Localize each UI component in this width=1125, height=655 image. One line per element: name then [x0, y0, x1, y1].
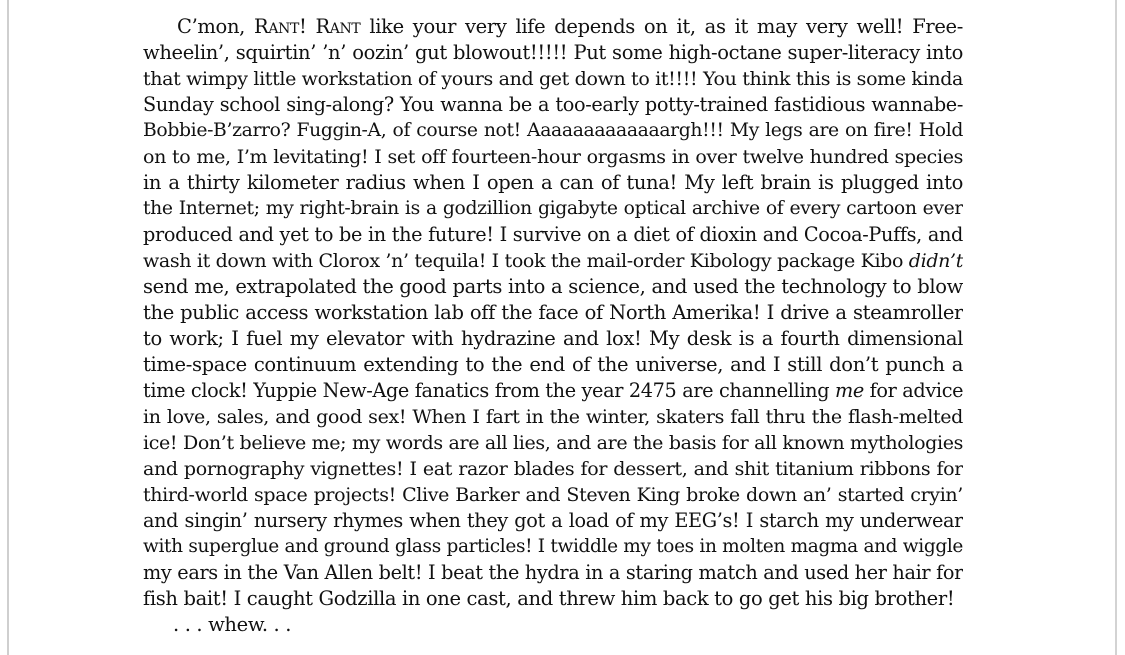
text-line-15 — [143, 378, 963, 404]
text-line-20: and singin’ nursery rhymes when they got a load of my EEG’s! I starch my underwear — [143, 509, 963, 532]
text-line-8: the Internet; my right-brain is a godzillion gigabyte optical archive of every cartoon ever — [143, 198, 963, 219]
text-line-15-pre: time clock! Yuppie New-Age fanatics from the year 2475 are channelling — [143, 379, 835, 402]
text-line-23: fish bait! I caught Godzilla in one cast, and threw him back to go get his big brother! — [143, 587, 955, 610]
text-line-1-pre: C’mon, — [177, 15, 254, 38]
text-line-18: and pornography vignettes! I eat razor blades for dessert, and shit titanium ribbons for — [143, 458, 963, 480]
text-line-12: the public access workstation lab off the face of North Amerika! I drive a steamroller — [143, 301, 963, 324]
text-line-16: in love, sales, and good sex! When I fart in the winter, skaters fall thru the flash-melted — [143, 406, 963, 428]
text-line-1-mid: ! — [298, 15, 316, 38]
text-line-11: send me, extrapolated the good parts into a science, and used the technology to blow — [143, 275, 963, 298]
text-line-4: Sunday school sing-along? You wanna be a too-early potty-trained fastidious wannabe- — [143, 93, 963, 116]
text-line-14: time-space continuum extending to the end of the universe, and I still don’t punch a — [143, 353, 963, 376]
page-left-border — [7, 0, 9, 655]
text-line-9: produced and yet to be in the future! I survive on a diet of dioxin and Cocoa-Puffs, and — [143, 223, 963, 246]
closing-line: . . . whew. . . — [173, 613, 292, 636]
text-line-2: wheelin’, squirtin’ ’n’ oozin’ gut blowout!!!!! Put some high-octane super-literacy into — [143, 41, 963, 64]
emphasis-didnt: didn’t — [908, 250, 963, 272]
text-line-10-pre: wash it down with Clorox ’n’ tequila! I took the mail-order Kibology package Kibo — [143, 250, 909, 272]
text-line-13: to work; I fuel my elevator with hydrazine and lox! My desk is a fourth dimensional — [143, 327, 963, 350]
text-line-21: with superglue and ground glass particles! I twiddle my toes in molten magma and wiggle — [143, 536, 963, 557]
text-line-19: third-world space projects! Clive Barker and Steven King broke down an’ started cryin’ — [143, 484, 963, 506]
text-line-17: ice! Don’t believe me; my words are all lies, and are the basis for all known mythologies — [143, 432, 963, 454]
text-line-3: that wimpy little workstation of yours and get down to it!!!! You think this is some kinda — [143, 68, 963, 90]
rant-small-caps-2: Rant — [315, 15, 361, 38]
text-line-5: Bobbie-B’zarro? Fuggin-A, of course not! Aaaaaaaaaaaaargh!!! My legs are on fire! Hold — [143, 120, 963, 141]
text-line-10 — [143, 248, 963, 274]
emphasis-me: me — [834, 379, 864, 402]
document-page — [143, 14, 963, 638]
text-line-1-post: like your very life depends on it, as it may very well! Free- — [360, 15, 963, 38]
rant-paragraph — [143, 14, 963, 612]
rant-small-caps-1: Rant — [253, 15, 299, 38]
text-line-7: in a thirty kilometer radius when I open a can of tuna! My left brain is plugged into — [143, 171, 963, 194]
page-right-border — [1115, 0, 1117, 655]
text-line-6: on to me, I’m levitating! I set off fourteen-hour orgasms in over twelve hundred species — [143, 146, 963, 168]
text-line-22: my ears in the Van Allen belt! I beat the hydra in a staring match and used her hair for — [143, 561, 963, 584]
text-line-1 — [143, 14, 963, 40]
text-line-15-post: for advice — [863, 379, 963, 402]
